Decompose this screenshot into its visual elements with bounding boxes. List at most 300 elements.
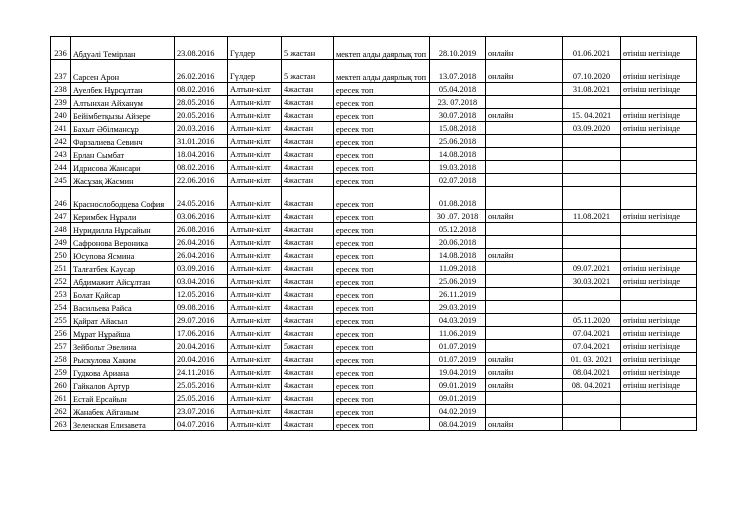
reason-cell: өтініш негізінде	[621, 379, 697, 392]
age-category-cell: 4жастан	[282, 83, 334, 96]
mode-cell	[486, 223, 563, 236]
leave-date-cell	[563, 135, 621, 148]
mode-cell: онлайн	[486, 210, 563, 223]
mode-cell: онлайн	[486, 60, 563, 83]
table-row	[51, 392, 697, 405]
mode-cell	[486, 122, 563, 135]
table-row	[51, 366, 697, 379]
age-category-cell: 4жастан	[282, 418, 334, 431]
age-category-cell: 5 жастан	[282, 60, 334, 83]
leave-date-cell: 08.04.2021	[563, 366, 621, 379]
kindergarten-cell: Алтын-кілт	[228, 148, 282, 161]
table-row	[51, 37, 697, 60]
kindergarten-cell: Алтын-кілт	[228, 135, 282, 148]
admission-date-cell: 05.12.2018	[430, 223, 486, 236]
mode-cell	[486, 327, 563, 340]
reason-cell: өтініш негізінде	[621, 210, 697, 223]
birth-date-cell: 18.04.2016	[175, 148, 228, 161]
table-row	[51, 249, 697, 262]
reason-cell	[621, 135, 697, 148]
group-cell: ересек топ	[334, 135, 430, 148]
kindergarten-cell: Гүлдер	[228, 37, 282, 60]
age-category-cell: 4жастан	[282, 161, 334, 174]
child-name-cell: Гайкалов Артур	[71, 379, 175, 392]
leave-date-cell: 03.09.2020	[563, 122, 621, 135]
table-row	[51, 210, 697, 223]
admission-date-cell: 01.07.2019	[430, 353, 486, 366]
group-cell: ересек топ	[334, 392, 430, 405]
table-row	[51, 288, 697, 301]
leave-date-cell: 08. 04.2021	[563, 379, 621, 392]
child-name-cell: Естай Ерсайын	[71, 392, 175, 405]
mode-cell	[486, 405, 563, 418]
age-category-cell: 4жастан	[282, 262, 334, 275]
table-row	[51, 135, 697, 148]
child-name-cell: Керимбек Нұрали	[71, 210, 175, 223]
group-cell: ересек топ	[334, 109, 430, 122]
mode-cell: онлайн	[486, 37, 563, 60]
kindergarten-cell: Алтын-кілт	[228, 353, 282, 366]
birth-date-cell: 20.05.2016	[175, 109, 228, 122]
reason-cell	[621, 96, 697, 109]
mode-cell	[486, 340, 563, 353]
child-name-cell: Сарсен Арон	[71, 60, 175, 83]
table-row	[51, 148, 697, 161]
group-cell: ересек топ	[334, 83, 430, 96]
reason-cell	[621, 249, 697, 262]
row-number-cell: 241	[51, 122, 71, 135]
row-number-cell: 261	[51, 392, 71, 405]
birth-date-cell: 20.04.2016	[175, 353, 228, 366]
group-cell: мектеп алды даярлық топ	[334, 60, 430, 83]
kindergarten-cell: Алтын-кілт	[228, 223, 282, 236]
group-cell: ересек топ	[334, 405, 430, 418]
reason-cell	[621, 187, 697, 210]
row-number-cell: 237	[51, 60, 71, 83]
admission-date-cell: 05.04.2018	[430, 83, 486, 96]
kindergarten-cell: Алтын-кілт	[228, 96, 282, 109]
row-number-cell: 251	[51, 262, 71, 275]
age-category-cell: 4жастан	[282, 353, 334, 366]
reason-cell: өтініш негізінде	[621, 109, 697, 122]
leave-date-cell: 05.11.2020	[563, 314, 621, 327]
leave-date-cell	[563, 236, 621, 249]
admission-date-cell: 09.01.2019	[430, 392, 486, 405]
child-name-cell: Зеленская Елизавета	[71, 418, 175, 431]
admission-date-cell: 01.07.2019	[430, 340, 486, 353]
leave-date-cell	[563, 174, 621, 187]
group-cell: ересек топ	[334, 223, 430, 236]
table-body	[51, 37, 697, 431]
admission-date-cell: 19.03.2018	[430, 161, 486, 174]
row-number-cell: 263	[51, 418, 71, 431]
group-cell: ересек топ	[334, 174, 430, 187]
birth-date-cell: 29.07.2016	[175, 314, 228, 327]
group-cell: ересек топ	[334, 249, 430, 262]
leave-date-cell	[563, 418, 621, 431]
reason-cell: өтініш негізінде	[621, 262, 697, 275]
birth-date-cell: 26.04.2016	[175, 249, 228, 262]
mode-cell	[486, 187, 563, 210]
kindergarten-cell: Алтын-кілт	[228, 366, 282, 379]
table-row	[51, 314, 697, 327]
row-number-cell: 247	[51, 210, 71, 223]
reason-cell: өтініш негізінде	[621, 37, 697, 60]
age-category-cell: 4жастан	[282, 135, 334, 148]
birth-date-cell: 03.04.2016	[175, 275, 228, 288]
admission-date-cell: 01.08.2018	[430, 187, 486, 210]
child-name-cell: Ерлан Сымбат	[71, 148, 175, 161]
reason-cell	[621, 223, 697, 236]
leave-date-cell: 07.04.2021	[563, 327, 621, 340]
row-number-cell: 253	[51, 288, 71, 301]
row-number-cell: 256	[51, 327, 71, 340]
group-cell: ересек топ	[334, 353, 430, 366]
row-number-cell: 249	[51, 236, 71, 249]
birth-date-cell: 20.04.2016	[175, 340, 228, 353]
table-row	[51, 223, 697, 236]
leave-date-cell	[563, 405, 621, 418]
child-name-cell: Қайрат Айасыл	[71, 314, 175, 327]
leave-date-cell	[563, 161, 621, 174]
age-category-cell: 4жастан	[282, 109, 334, 122]
row-number-cell: 252	[51, 275, 71, 288]
age-category-cell: 5жастан	[282, 340, 334, 353]
reason-cell: өтініш негізінде	[621, 314, 697, 327]
kindergarten-cell: Алтын-кілт	[228, 236, 282, 249]
mode-cell: онлайн	[486, 109, 563, 122]
table-row	[51, 275, 697, 288]
age-category-cell: 4жастан	[282, 236, 334, 249]
mode-cell	[486, 148, 563, 161]
admission-date-cell: 29.03.2019	[430, 301, 486, 314]
child-name-cell: Бейімбетқызы Айзере	[71, 109, 175, 122]
reason-cell	[621, 288, 697, 301]
birth-date-cell: 25.05.2016	[175, 392, 228, 405]
kindergarten-cell: Алтын-кілт	[228, 174, 282, 187]
age-category-cell: 4жастан	[282, 148, 334, 161]
age-category-cell: 5 жастан	[282, 37, 334, 60]
row-number-cell: 245	[51, 174, 71, 187]
kindergarten-cell: Гүлдер	[228, 60, 282, 83]
reason-cell: өтініш негізінде	[621, 340, 697, 353]
admission-date-cell: 04.03.2019	[430, 314, 486, 327]
birth-date-cell: 04.07.2016	[175, 418, 228, 431]
admission-date-cell: 23. 07.2018	[430, 96, 486, 109]
birth-date-cell: 20.03.2016	[175, 122, 228, 135]
table-row	[51, 236, 697, 249]
table-row	[51, 418, 697, 431]
leave-date-cell: 09.07.2021	[563, 262, 621, 275]
age-category-cell: 4жастан	[282, 275, 334, 288]
birth-date-cell: 22.06.2016	[175, 174, 228, 187]
table-row	[51, 122, 697, 135]
birth-date-cell: 08.02.2016	[175, 161, 228, 174]
mode-cell	[486, 236, 563, 249]
child-name-cell: Краснослободцева София	[71, 187, 175, 210]
mode-cell	[486, 135, 563, 148]
table-row	[51, 83, 697, 96]
mode-cell: онлайн	[486, 379, 563, 392]
leave-date-cell	[563, 249, 621, 262]
row-number-cell: 254	[51, 301, 71, 314]
leave-date-cell: 15. 04.2021	[563, 109, 621, 122]
admission-date-cell: 08.04.2019	[430, 418, 486, 431]
reason-cell	[621, 392, 697, 405]
reason-cell	[621, 301, 697, 314]
child-name-cell: Жасұзақ Жасмин	[71, 174, 175, 187]
age-category-cell: 4жастан	[282, 379, 334, 392]
kindergarten-cell: Алтын-кілт	[228, 379, 282, 392]
birth-date-cell: 09.08.2016	[175, 301, 228, 314]
child-name-cell: Нуридилла Нұрсайын	[71, 223, 175, 236]
reason-cell: өтініш негізінде	[621, 327, 697, 340]
kindergarten-cell: Алтын-кілт	[228, 405, 282, 418]
group-cell: ересек топ	[334, 418, 430, 431]
group-cell: ересек топ	[334, 366, 430, 379]
reason-cell	[621, 148, 697, 161]
kindergarten-cell: Алтын-кілт	[228, 327, 282, 340]
birth-date-cell: 03.06.2016	[175, 210, 228, 223]
age-category-cell: 4жастан	[282, 210, 334, 223]
birth-date-cell: 17.06.2016	[175, 327, 228, 340]
mode-cell: онлайн	[486, 249, 563, 262]
table-row	[51, 262, 697, 275]
child-name-cell: Мұрат Нұрайша	[71, 327, 175, 340]
table-row	[51, 161, 697, 174]
mode-cell: онлайн	[486, 366, 563, 379]
age-category-cell: 4жастан	[282, 366, 334, 379]
age-category-cell: 4жастан	[282, 288, 334, 301]
table-row	[51, 353, 697, 366]
birth-date-cell: 08.02.2016	[175, 83, 228, 96]
birth-date-cell: 03.09.2016	[175, 262, 228, 275]
admission-date-cell: 25.06.2019	[430, 275, 486, 288]
birth-date-cell: 24.11.2016	[175, 366, 228, 379]
leave-date-cell: 11.08.2021	[563, 210, 621, 223]
table-row	[51, 405, 697, 418]
row-number-cell: 248	[51, 223, 71, 236]
birth-date-cell: 23.07.2016	[175, 405, 228, 418]
group-cell: ересек топ	[334, 236, 430, 249]
reason-cell: өтініш негізінде	[621, 122, 697, 135]
table-row	[51, 109, 697, 122]
birth-date-cell: 25.05.2016	[175, 379, 228, 392]
group-cell: ересек топ	[334, 327, 430, 340]
table-row	[51, 60, 697, 83]
group-cell: ересек топ	[334, 122, 430, 135]
kindergarten-cell: Алтын-кілт	[228, 122, 282, 135]
row-number-cell: 260	[51, 379, 71, 392]
admission-date-cell: 09.01.2019	[430, 379, 486, 392]
group-cell: ересек топ	[334, 288, 430, 301]
admission-date-cell: 25.06.2018	[430, 135, 486, 148]
mode-cell: онлайн	[486, 353, 563, 366]
birth-date-cell: 26.04.2016	[175, 236, 228, 249]
table-row	[51, 187, 697, 210]
admission-date-cell: 26.11.2019	[430, 288, 486, 301]
row-number-cell: 246	[51, 187, 71, 210]
leave-date-cell: 30.03.2021	[563, 275, 621, 288]
child-name-cell: Бахыт Әбілмансұр	[71, 122, 175, 135]
row-number-cell: 262	[51, 405, 71, 418]
leave-date-cell: 31.08.2021	[563, 83, 621, 96]
leave-date-cell	[563, 148, 621, 161]
child-name-cell: Сафронова Вероника	[71, 236, 175, 249]
child-name-cell: Болат Қайсар	[71, 288, 175, 301]
reason-cell: өтініш негізінде	[621, 353, 697, 366]
row-number-cell: 244	[51, 161, 71, 174]
admission-date-cell: 20.06.2018	[430, 236, 486, 249]
reason-cell	[621, 405, 697, 418]
kindergarten-cell: Алтын-кілт	[228, 418, 282, 431]
age-category-cell: 4жастан	[282, 314, 334, 327]
birth-date-cell: 28.05.2016	[175, 96, 228, 109]
child-name-cell: Абдуәлі Темірлан	[71, 37, 175, 60]
mode-cell	[486, 288, 563, 301]
age-category-cell: 4жастан	[282, 122, 334, 135]
age-category-cell: 4жастан	[282, 96, 334, 109]
leave-date-cell: 01. 03. 2021	[563, 353, 621, 366]
admission-date-cell: 15.08.2018	[430, 122, 486, 135]
admission-date-cell: 04.02.2019	[430, 405, 486, 418]
child-name-cell: Зейбольт Эвелина	[71, 340, 175, 353]
child-name-cell: Юсупова Ясмина	[71, 249, 175, 262]
kindergarten-cell: Алтын-кілт	[228, 275, 282, 288]
table-row	[51, 301, 697, 314]
mode-cell	[486, 275, 563, 288]
row-number-cell: 259	[51, 366, 71, 379]
age-category-cell: 4жастан	[282, 223, 334, 236]
row-number-cell: 257	[51, 340, 71, 353]
table-row	[51, 340, 697, 353]
admission-date-cell: 13.07.2018	[430, 60, 486, 83]
child-name-cell: Идрисова Жансари	[71, 161, 175, 174]
row-number-cell: 236	[51, 37, 71, 60]
table-row	[51, 379, 697, 392]
leave-date-cell: 07.04.2021	[563, 340, 621, 353]
birth-date-cell: 31.01.2016	[175, 135, 228, 148]
kindergarten-cell: Алтын-кілт	[228, 314, 282, 327]
admission-date-cell: 11.09.2018	[430, 262, 486, 275]
kindergarten-cell: Алтын-кілт	[228, 340, 282, 353]
admission-date-cell: 19.04.2019	[430, 366, 486, 379]
row-number-cell: 238	[51, 83, 71, 96]
kindergarten-cell: Алтын-кілт	[228, 109, 282, 122]
kindergarten-cell: Алтын-кілт	[228, 210, 282, 223]
group-cell: ересек топ	[334, 379, 430, 392]
birth-date-cell: 26.08.2016	[175, 223, 228, 236]
mode-cell: онлайн	[486, 418, 563, 431]
mode-cell	[486, 174, 563, 187]
kindergarten-cell: Алтын-кілт	[228, 288, 282, 301]
mode-cell	[486, 83, 563, 96]
table-row	[51, 96, 697, 109]
birth-date-cell: 26.02.2016	[175, 60, 228, 83]
admission-date-cell: 11.06.2019	[430, 327, 486, 340]
row-number-cell: 255	[51, 314, 71, 327]
leave-date-cell	[563, 288, 621, 301]
mode-cell	[486, 392, 563, 405]
age-category-cell: 4жастан	[282, 249, 334, 262]
age-category-cell: 4жастан	[282, 327, 334, 340]
row-number-cell: 242	[51, 135, 71, 148]
birth-date-cell: 23.08.2016	[175, 37, 228, 60]
mode-cell	[486, 301, 563, 314]
row-number-cell: 250	[51, 249, 71, 262]
reason-cell: өтініш негізінде	[621, 83, 697, 96]
reason-cell	[621, 418, 697, 431]
reason-cell	[621, 161, 697, 174]
leave-date-cell	[563, 96, 621, 109]
leave-date-cell	[563, 301, 621, 314]
child-name-cell: Ауелбек Нұрсұлтан	[71, 83, 175, 96]
kindergarten-cell: Алтын-кілт	[228, 249, 282, 262]
group-cell: ересек топ	[334, 96, 430, 109]
child-name-cell: Гудкова Ариана	[71, 366, 175, 379]
row-number-cell: 258	[51, 353, 71, 366]
row-number-cell: 240	[51, 109, 71, 122]
group-cell: ересек топ	[334, 301, 430, 314]
age-category-cell: 4жастан	[282, 187, 334, 210]
admission-date-cell: 30.07.2018	[430, 109, 486, 122]
leave-date-cell: 01.06.2021	[563, 37, 621, 60]
age-category-cell: 4жастан	[282, 301, 334, 314]
reason-cell: өтініш негізінде	[621, 60, 697, 83]
group-cell: ересек топ	[334, 187, 430, 210]
age-category-cell: 4жастан	[282, 392, 334, 405]
kindergarten-cell: Алтын-кілт	[228, 262, 282, 275]
group-cell: ересек топ	[334, 314, 430, 327]
group-cell: мектеп алды даярлық топ	[334, 37, 430, 60]
kindergarten-cell: Алтын-кілт	[228, 301, 282, 314]
child-name-cell: Васильева Райса	[71, 301, 175, 314]
leave-date-cell	[563, 187, 621, 210]
child-name-cell: Фарзалиева Севинч	[71, 135, 175, 148]
admission-date-cell: 14.08.2018	[430, 148, 486, 161]
reason-cell: өтініш негізінде	[621, 366, 697, 379]
group-cell: ересек топ	[334, 148, 430, 161]
age-category-cell: 4жастан	[282, 405, 334, 418]
mode-cell	[486, 314, 563, 327]
kindergarten-cell: Алтын-кілт	[228, 161, 282, 174]
group-cell: ересек топ	[334, 161, 430, 174]
mode-cell	[486, 262, 563, 275]
admission-date-cell: 30 .07. 2018	[430, 210, 486, 223]
reason-cell	[621, 236, 697, 249]
admission-date-cell: 28.10.2019	[430, 37, 486, 60]
child-name-cell: Талғатбек Кәусар	[71, 262, 175, 275]
mode-cell	[486, 96, 563, 109]
birth-date-cell: 24.05.2016	[175, 187, 228, 210]
child-name-cell: Абдимажит Айсұлтан	[71, 275, 175, 288]
child-name-cell: Рыскулова Хаким	[71, 353, 175, 366]
leave-date-cell	[563, 223, 621, 236]
table-row	[51, 174, 697, 187]
child-name-cell: Алтынхан Айханум	[71, 96, 175, 109]
row-number-cell: 243	[51, 148, 71, 161]
table-row	[51, 327, 697, 340]
leave-date-cell	[563, 392, 621, 405]
reason-cell	[621, 174, 697, 187]
kindergarten-cell: Алтын-кілт	[228, 392, 282, 405]
child-name-cell: Жанабек Айганым	[71, 405, 175, 418]
leave-date-cell: 07.10.2020	[563, 60, 621, 83]
age-category-cell: 4жастан	[282, 174, 334, 187]
mode-cell	[486, 161, 563, 174]
admission-date-cell: 14.08.2018	[430, 249, 486, 262]
row-number-cell: 239	[51, 96, 71, 109]
